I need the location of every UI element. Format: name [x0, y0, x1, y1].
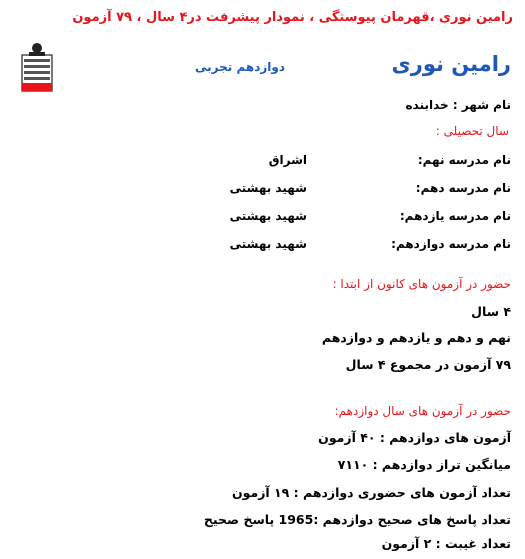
- school-12-value: شهید بهشتی: [229, 237, 307, 251]
- grade12-stat-line: تعداد غیبت : ۲ آزمون: [381, 536, 511, 551]
- grade12-stat-line: میانگین تراز دوازدهم : ۷۱۱۰: [337, 457, 511, 472]
- attendance-total-line: ۴ سال: [471, 304, 511, 319]
- school-11-value: شهید بهشتی: [229, 209, 307, 223]
- school-10-label: نام مدرسه دهم:: [415, 181, 511, 195]
- attendance-total-line: نهم و دهم و یازدهم و دوازدهم: [321, 330, 511, 345]
- attendance-total-line: ۷۹ آزمون در مجموع ۴ سال: [345, 357, 511, 372]
- school-11-label: نام مدرسه یازدهم:: [399, 209, 511, 223]
- school-9-value: اشراق: [268, 153, 307, 167]
- grade12-stat-line: تعداد پاسخ های صحیح دوازدهم :1965 پاسخ صحیح: [203, 512, 511, 527]
- education-heading: سال تحصیلی :: [435, 124, 509, 138]
- kanoon-mascot-logo: [19, 41, 55, 93]
- school-10-value: شهید بهشتی: [229, 181, 307, 195]
- attendance-total-heading: حضور در آزمون های کانون از ابتدا :: [332, 277, 511, 291]
- school-9-label: نام مدرسه نهم:: [417, 153, 511, 167]
- attendance-grade12-heading: حضور در آزمون های سال دوازدهم:: [334, 404, 511, 418]
- grade12-stat-line: آزمون های دوازدهم : ۴۰ آزمون: [318, 430, 511, 445]
- student-field: دوازدهم تجربی: [195, 60, 285, 74]
- school-12-label: نام مدرسه دوازدهم:: [391, 237, 511, 251]
- grade12-stat-line: تعداد آزمون های حضوری دوازدهم : ۱۹ آزمون: [231, 485, 511, 500]
- city-line: نام شهر : خدابنده: [405, 98, 511, 112]
- headline: رامین نوری ،قهرمان پیوستگی ، نمودار پیشرفت در۴ سال ، ۷۹ آزمون: [72, 10, 513, 25]
- student-name: رامین نوری: [391, 52, 511, 76]
